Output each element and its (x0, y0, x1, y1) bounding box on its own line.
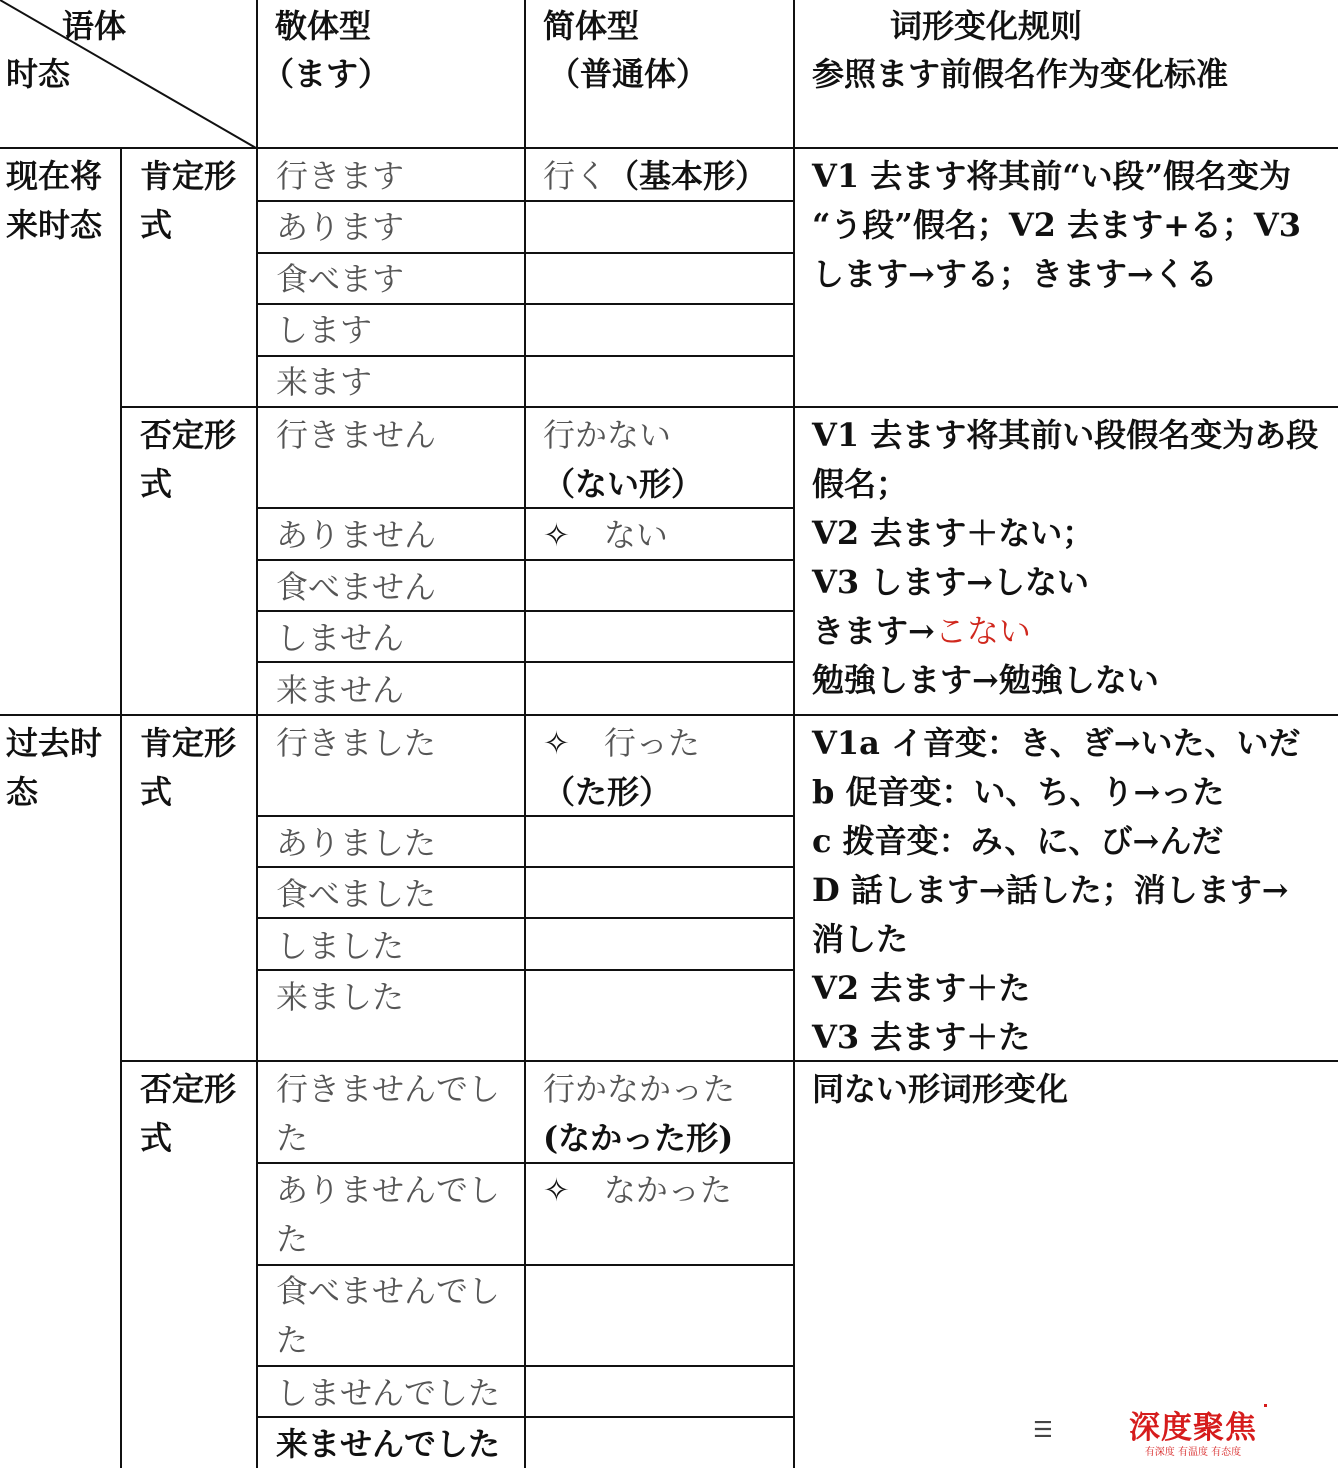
rule-line (812, 201, 1301, 250)
plain-form-cell (543, 1166, 732, 1215)
plain-form-cell: 行かない (543, 416, 672, 454)
polite-form-cell: しませんでした (276, 1374, 501, 1412)
grid-line (120, 148, 122, 1468)
polite-form-cell-wrap: た (276, 1119, 309, 1157)
header-polite-title: 敬体型 (275, 7, 372, 45)
grid-line (256, 1365, 795, 1367)
plain-form-note: （基本形） (607, 157, 768, 195)
plain-form-value: ない (603, 516, 668, 554)
grid-line (256, 355, 795, 357)
rule-text: 去ます＋ない； (859, 514, 1095, 552)
rule-text: V3 (1253, 206, 1301, 244)
polite-form-cell: しました (276, 927, 405, 965)
rule-line: 勉強します→勉強しない (812, 661, 1159, 699)
header-plain-title: 简体型 (543, 7, 640, 45)
polite-form-cell: ありました (276, 824, 437, 862)
header-rule-sub: 参照ます前假名作为变化标准 (812, 55, 1229, 93)
grid-line (0, 714, 1338, 716)
polite-form-cell: します (276, 311, 373, 349)
header-corner-top: 语体 (62, 7, 127, 45)
rule-text: きます→ (812, 612, 935, 650)
rule-text-highlight: こない (934, 612, 1031, 650)
polite-form-cell: 来ます (276, 363, 373, 401)
rule-line (812, 558, 1089, 607)
tense-present-label-2: 来时态 (6, 206, 103, 244)
form-affirm-label: 肯定形 (140, 724, 237, 762)
polite-form-cell: ありません (276, 516, 437, 554)
tense-past-label: 过去时 (6, 724, 103, 762)
form-neg-label: 否定形 (140, 1070, 237, 1108)
header-rule-title: 词形变化规则 (890, 7, 1083, 45)
polite-form-cell: 行きました (276, 724, 437, 762)
form-neg-label-2: 式 (140, 465, 173, 503)
rule-text: “う段”假名； (812, 206, 1009, 244)
polite-form-cell: 食べました (276, 875, 437, 913)
plain-form-note: (なかった形) (543, 1119, 734, 1157)
grid-line (256, 1264, 795, 1266)
grid-line (256, 815, 795, 817)
rule-line: します→する；きます→くる (812, 255, 1218, 293)
polite-form-cell: 食べません (276, 568, 437, 606)
rule-text: V3 (812, 563, 860, 601)
rule-text: します→しない (859, 563, 1090, 601)
rule-line: V1a イ音变：き、ぎ→いた、いだ (812, 724, 1301, 762)
menu-icon: ☰ (1033, 1418, 1053, 1443)
grid-line (256, 507, 795, 509)
plain-form-value: なかった (603, 1171, 732, 1209)
grid-line (120, 1060, 1338, 1062)
polite-form-cell-wrap: た (276, 1220, 309, 1258)
grid-line (256, 0, 258, 1468)
rule-line: b 促音变：い、ち、り→った (812, 773, 1225, 811)
grid-line (524, 0, 526, 1468)
polite-form-cell: 食べませんでし (276, 1272, 501, 1310)
plain-form-value: 行く (543, 157, 608, 195)
rule-line: V1 去ます将其前い段假名变为あ段 (812, 416, 1319, 454)
rule-line (812, 607, 1031, 656)
watermark-dot (1264, 1404, 1267, 1407)
polite-form-cell: 食べます (276, 260, 405, 298)
polite-form-cell: 来ません (276, 671, 405, 709)
form-affirm-label-2: 式 (140, 773, 173, 811)
plain-form-note: （ない形） (543, 465, 704, 503)
header-polite-sub: （ます） (262, 55, 391, 93)
tense-past-label-2: 态 (6, 773, 39, 811)
rule-line: D 話します→話した；消します→ (812, 871, 1289, 909)
watermark-subtitle: 有深度 有温度 有态度 (1144, 1447, 1242, 1458)
rule-line: 消した (812, 920, 909, 958)
polite-form-cell: 行きませんでし (276, 1070, 501, 1108)
rule-line: c 拨音变：み、に、び→んだ (812, 822, 1224, 860)
rule-line: V1 去ます将其前“い段”假名变为 (812, 157, 1292, 195)
polite-form-cell: ありませんでし (276, 1171, 501, 1209)
plain-form-cell (543, 719, 700, 768)
rule-text: 去ます+る； (1055, 206, 1254, 244)
rule-line: 同ない形词形变化 (812, 1070, 1069, 1108)
form-neg-label-2: 式 (140, 1119, 173, 1157)
form-affirm-label-2: 式 (140, 206, 173, 244)
tense-present-label: 现在将 (6, 157, 103, 195)
sparkle-icon: ✧ (543, 516, 570, 554)
plain-form-value: 行った (603, 724, 700, 762)
sparkle-icon: ✧ (543, 1171, 570, 1209)
rule-line: 假名； (812, 465, 909, 503)
polite-form-cell: あります (276, 208, 405, 246)
plain-form-cell (543, 511, 668, 560)
polite-form-cell: 来ませんでした (276, 1425, 501, 1463)
plain-form-cell: 行かなかった (543, 1070, 736, 1108)
grid-line (256, 252, 795, 254)
header-plain-sub: （普通体） (548, 55, 709, 93)
polite-form-cell-wrap: た (276, 1321, 309, 1359)
grid-line (793, 0, 795, 1468)
watermark-title: 深度聚焦 (1129, 1410, 1257, 1446)
header-corner-bottom: 时态 (6, 55, 71, 93)
watermark (1118, 1410, 1268, 1459)
sparkle-icon: ✧ (543, 724, 570, 762)
plain-form-cell (543, 152, 767, 201)
rule-line: V2 去ます＋た (812, 969, 1031, 1007)
rule-text: V2 (1008, 206, 1056, 244)
rule-text: V2 (812, 514, 860, 552)
rule-line (812, 509, 1094, 558)
polite-form-cell: 行きます (276, 157, 405, 195)
form-affirm-label: 肯定形 (140, 157, 237, 195)
rule-line: V3 去ます＋た (812, 1018, 1031, 1056)
polite-form-cell: しません (276, 619, 405, 657)
polite-form-cell: 行きません (276, 416, 437, 454)
plain-form-note: （た形） (543, 773, 672, 811)
polite-form-cell: 来ました (276, 978, 405, 1016)
form-neg-label: 否定形 (140, 416, 237, 454)
